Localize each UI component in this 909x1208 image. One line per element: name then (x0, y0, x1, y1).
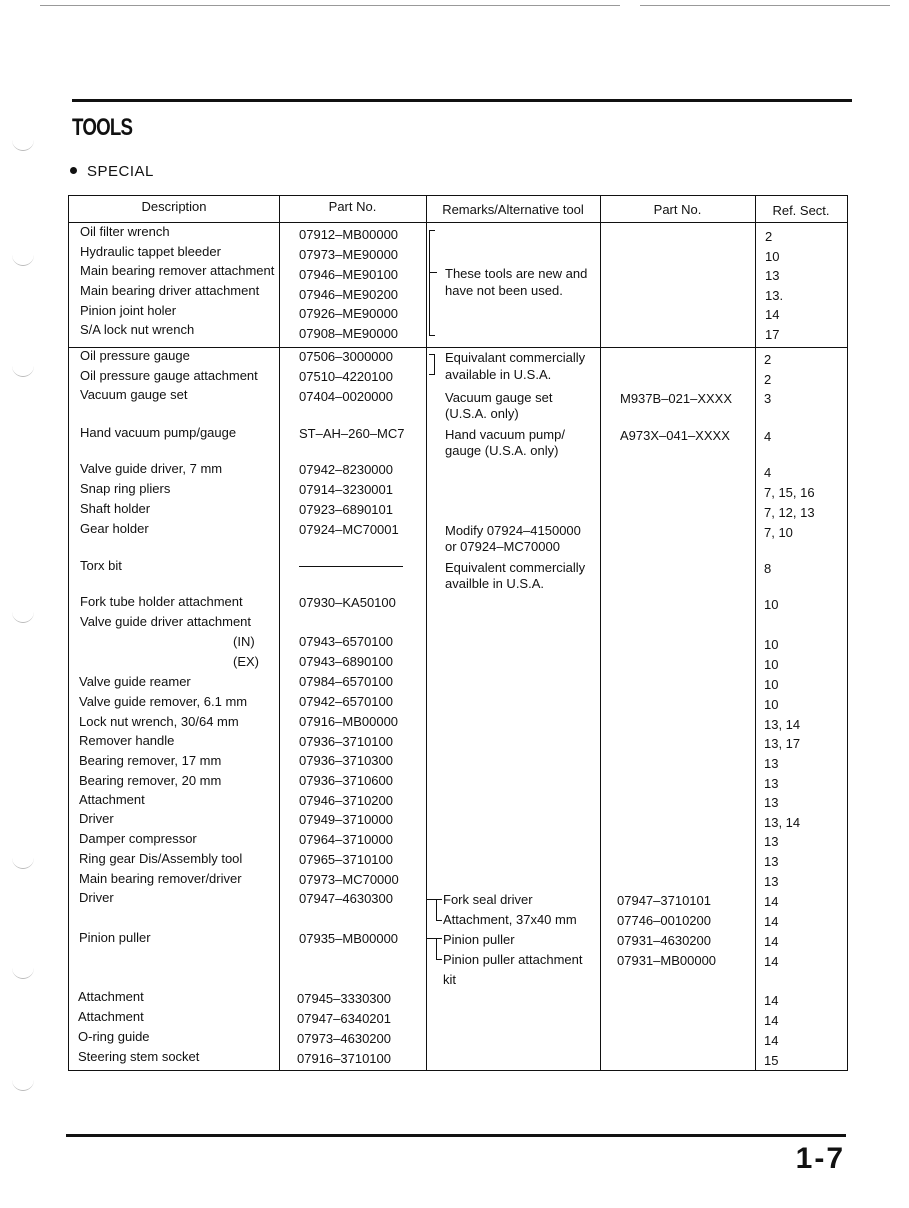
ref-cell: 10 (764, 677, 779, 692)
desc-cell: Lock nut wrench, 30/64 mm (79, 714, 239, 729)
desc-cell: Valve guide driver attachment (80, 614, 252, 629)
part-cell: 07936–3710300 (299, 753, 393, 768)
part-cell: 07935–MB00000 (299, 931, 399, 946)
header-part-no: Part No. (328, 199, 377, 214)
ref-cell: 2 (765, 229, 773, 244)
part-cell: 07973–4630200 (297, 1031, 391, 1046)
desc-cell: Oil pressure gauge attachment (80, 368, 258, 383)
ref-cell: 17 (765, 327, 780, 342)
desc-cell: Pinion joint holer (80, 303, 177, 318)
desc-cell: Main bearing remover attachment (80, 263, 275, 278)
desc-cell: Hydraulic tappet bleeder (80, 244, 221, 259)
remark-cell: These tools are new and (445, 266, 588, 281)
part-cell: 07930–KA50100 (299, 595, 396, 610)
ref-cell: 14 (764, 954, 779, 969)
desc-cell: Damper compressor (79, 831, 197, 846)
remark-cell: or 07924–MC70000 (445, 539, 560, 554)
ref-cell: 10 (764, 597, 779, 612)
remark-cell: Vacuum gauge set (445, 390, 553, 405)
ref-cell: 13 (764, 795, 779, 810)
margin-mark (12, 858, 34, 869)
remark-cell: Hand vacuum pump/ (445, 427, 565, 442)
desc-cell: Bearing remover, 20 mm (79, 773, 222, 788)
ref-cell: 13 (764, 854, 779, 869)
scan-line (40, 5, 620, 6)
ref-cell: 14 (764, 914, 779, 929)
part-cell: ST–AH–260–MC7 (299, 426, 405, 441)
part-cell: 07942–6570100 (299, 694, 393, 709)
ref-cell: 14 (764, 1033, 779, 1048)
desc-cell: Oil pressure gauge (80, 348, 190, 363)
ref-cell: 13, 17 (764, 736, 801, 751)
desc-cell: Valve guide driver, 7 mm (80, 461, 223, 476)
part-cell: 07912–MB00000 (299, 227, 399, 242)
remark-cell: Pinion puller (443, 932, 515, 947)
desc-cell: Snap ring pliers (80, 481, 171, 496)
desc-cell: Attachment (78, 989, 144, 1004)
part-cell: 07510–4220100 (299, 369, 393, 384)
part-cell: 07916–MB00000 (299, 714, 399, 729)
part-cell: 07946–ME90200 (299, 287, 399, 302)
part-cell: 07404–0020000 (299, 389, 393, 404)
bracket (429, 230, 435, 336)
alt-part-cell: 07947–3710101 (617, 893, 711, 908)
desc-cell: Steering stem socket (78, 1049, 200, 1064)
ref-cell: 13, 14 (764, 815, 801, 830)
alt-part-cell: 07746–0010200 (617, 913, 711, 928)
ref-cell: 14 (764, 894, 779, 909)
ref-cell: 7, 10 (764, 525, 793, 540)
part-cell: 07949–3710000 (299, 812, 393, 827)
part-cell: 07965–3710100 (299, 852, 393, 867)
desc-cell: Fork tube holder attachment (80, 594, 243, 609)
ref-cell: 14 (764, 993, 779, 1008)
desc-cell: Main bearing driver attachment (80, 283, 260, 298)
desc-cell: Shaft holder (80, 501, 151, 516)
margin-mark (12, 140, 34, 151)
ref-cell: 13 (764, 776, 779, 791)
ref-cell: 7, 15, 16 (764, 485, 815, 500)
bracket (436, 899, 442, 921)
header-ref-sect: Ref. Sect. (772, 203, 830, 218)
part-cell: 07936–3710100 (299, 734, 393, 749)
ref-cell: 13 (764, 834, 779, 849)
desc-cell: Pinion puller (79, 930, 151, 945)
ref-cell: 14 (765, 307, 780, 322)
part-cell: 07914–3230001 (299, 482, 393, 497)
part-cell: 07924–MC70001 (299, 522, 399, 537)
part-cell: 07946–ME90100 (299, 267, 399, 282)
desc-cell: Gear holder (80, 521, 149, 536)
part-cell: 07947–4630300 (299, 891, 393, 906)
remark-cell: have not been used. (445, 283, 563, 298)
desc-cell: Driver (79, 811, 114, 826)
desc-cell: O-ring guide (78, 1029, 150, 1044)
remark-cell: Fork seal driver (443, 892, 533, 907)
ref-cell: 10 (764, 637, 779, 652)
desc-cell: Driver (79, 890, 114, 905)
bracket (429, 354, 435, 375)
ref-cell: 13 (764, 874, 779, 889)
desc-cell: Bearing remover, 17 mm (79, 753, 222, 768)
part-cell: 07984–6570100 (299, 674, 393, 689)
ref-cell: 13. (765, 288, 784, 303)
bracket (436, 938, 442, 960)
remark-cell: available in U.S.A. (445, 367, 552, 382)
remark-cell: Attachment, 37x40 mm (443, 912, 577, 927)
part-cell: 07923–6890101 (299, 502, 393, 517)
desc-cell: Main bearing remover/driver (79, 871, 242, 886)
ref-cell: 10 (764, 697, 779, 712)
remark-cell: (U.S.A. only) (445, 406, 519, 421)
part-cell: 07942–8230000 (299, 462, 393, 477)
remark-cell: Modify 07924–4150000 (445, 523, 581, 538)
part-cell: 07973–MC70000 (299, 872, 399, 887)
header-remarks: Remarks/Alternative tool (442, 202, 584, 217)
ref-cell: 13, 14 (764, 717, 801, 732)
bottom-rule (66, 1134, 846, 1137)
special-tools-table (68, 195, 848, 1071)
ref-cell: 7, 12, 13 (764, 505, 815, 520)
section-heading (70, 163, 154, 180)
desc-cell: S/A lock nut wrench (80, 322, 195, 337)
part-cell: 07947–6340201 (297, 1011, 391, 1026)
part-cell: 07908–ME90000 (299, 326, 399, 341)
margin-mark (12, 366, 34, 377)
part-cell: 07926–ME90000 (299, 306, 399, 321)
col-divider (279, 196, 280, 1070)
bracket-tick (429, 272, 437, 273)
remark-cell: gauge (U.S.A. only) (445, 443, 559, 458)
margin-mark (12, 1080, 34, 1091)
part-cell: 07506–3000000 (299, 349, 393, 364)
part-cell: 07964–3710000 (299, 832, 393, 847)
desc-cell: Torx bit (80, 558, 122, 573)
bracket-tick (427, 899, 436, 900)
ref-cell: 13 (765, 268, 780, 283)
desc-cell: Hand vacuum pump/gauge (80, 425, 237, 440)
ref-cell: 2 (764, 372, 772, 387)
part-cell: 07945–3330300 (297, 991, 391, 1006)
ref-cell: 14 (764, 934, 779, 949)
desc-cell: Attachment (78, 1009, 144, 1024)
blank-part-dash (299, 566, 403, 567)
ref-cell: 4 (764, 465, 772, 480)
header-alt-part-no: Part No. (653, 202, 702, 217)
desc-cell: Attachment (79, 792, 145, 807)
part-cell: 07943–6570100 (299, 634, 393, 649)
ref-cell: 4 (764, 429, 772, 444)
top-rule (72, 99, 852, 102)
margin-mark (12, 612, 34, 623)
alt-part-cell: 07931–4630200 (617, 933, 711, 948)
scan-line (640, 5, 890, 6)
ref-cell: 3 (764, 391, 772, 406)
bracket-tick (427, 938, 436, 939)
remark-cell: Pinion puller attachment (443, 952, 583, 967)
part-cell: 07916–3710100 (297, 1051, 391, 1066)
desc-cell: Ring gear Dis/Assembly tool (79, 851, 243, 866)
remark-cell: Equivalent commercially (445, 560, 586, 575)
bullet-icon (70, 167, 77, 174)
part-cell: 07946–3710200 (299, 793, 393, 808)
ref-cell: 13 (764, 756, 779, 771)
ref-cell: 10 (765, 249, 780, 264)
desc-cell: Oil filter wrench (80, 224, 170, 239)
col-divider (600, 196, 601, 1070)
col-divider (755, 196, 756, 1070)
alt-part-cell: A973X–041–XXXX (620, 428, 730, 443)
header-description: Description (141, 199, 207, 214)
part-cell: 07936–3710600 (299, 773, 393, 788)
margin-mark (12, 968, 34, 979)
remark-cell: kit (443, 972, 456, 987)
remark-cell: Equivalant commercially (445, 350, 586, 365)
part-cell: 07943–6890100 (299, 654, 393, 669)
desc-cell: Valve guide remover, 6.1 mm (79, 694, 248, 709)
ref-cell: 15 (764, 1053, 779, 1068)
ref-cell: 2 (764, 352, 772, 367)
page-number: 1-7 (795, 1142, 845, 1175)
remark-cell: availble in U.S.A. (445, 576, 544, 591)
ref-cell: 14 (764, 1013, 779, 1028)
desc-cell: Remover handle (79, 733, 175, 748)
ref-cell: 10 (764, 657, 779, 672)
desc-cell: (EX) (233, 654, 259, 669)
desc-cell: Valve guide reamer (79, 674, 191, 689)
margin-mark (12, 255, 34, 266)
part-cell: 07973–ME90000 (299, 247, 399, 262)
alt-part-cell: M937B–021–XXXX (620, 391, 733, 406)
ref-cell: 8 (764, 561, 772, 576)
alt-part-cell: 07931–MB00000 (617, 953, 717, 968)
desc-cell: Vacuum gauge set (80, 387, 188, 402)
section-label: SPECIAL (87, 163, 154, 180)
page-title: TOOLS (72, 114, 133, 141)
desc-cell: (IN) (233, 634, 255, 649)
